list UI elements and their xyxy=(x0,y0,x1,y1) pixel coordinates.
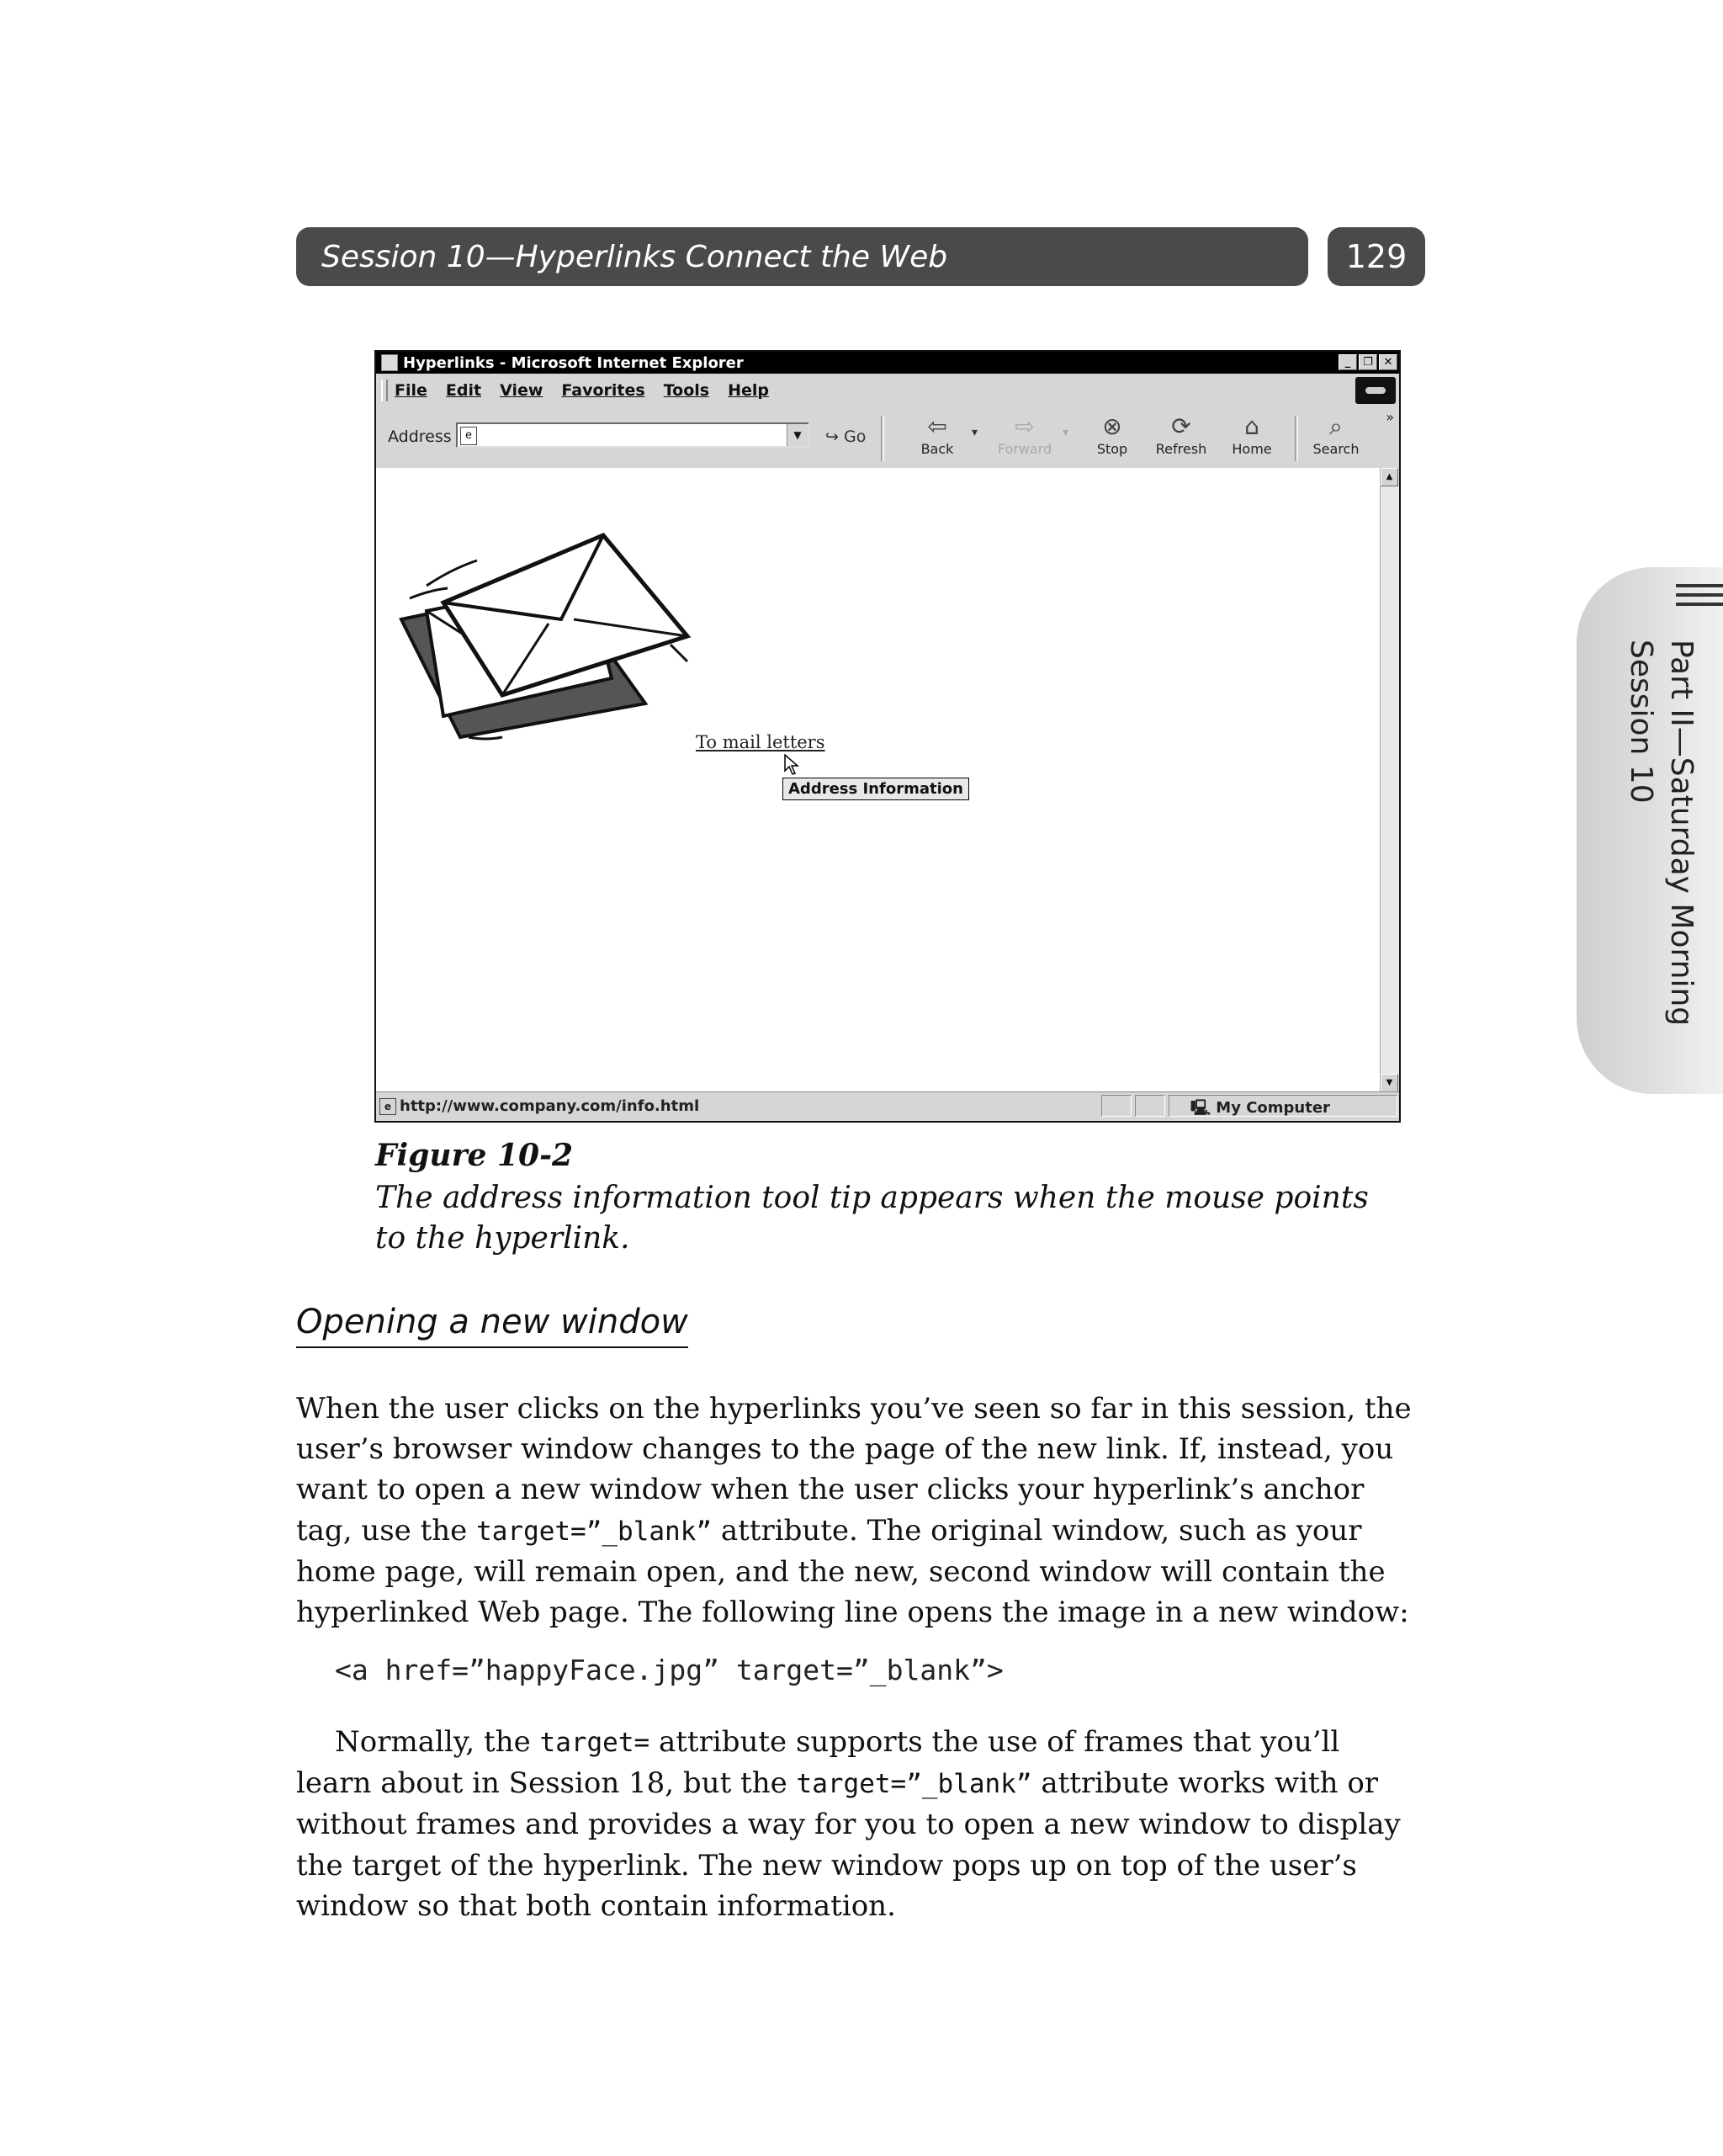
paragraph-2 xyxy=(296,1722,1423,1926)
menu-bar xyxy=(376,374,1399,408)
figure-caption: The address information tool tip appears when the mouse points to the hyperlink. xyxy=(375,1181,1369,1256)
para1-text-a: When the user clicks on the hyperlinks you’ve seen so far in this session, the user’s browser window changes to the page of the new link. If, instead, you want to open a new window when the user clicks your hyperlink’s anchor tag, use the xyxy=(296,1392,1412,1548)
stop-button[interactable] xyxy=(1083,412,1142,457)
mouse-pointer-icon xyxy=(784,754,799,776)
refresh-icon: ⟳ xyxy=(1171,412,1191,440)
scroll-up-icon[interactable]: ▲ xyxy=(1381,468,1398,486)
menu-tools[interactable]: Tools xyxy=(663,381,710,400)
toolbar-more-icon[interactable]: » xyxy=(1386,409,1394,425)
home-label: Home xyxy=(1232,441,1272,457)
address-dropdown-icon[interactable]: ▼ xyxy=(787,424,808,446)
title-bar xyxy=(376,352,1399,374)
stop-label: Stop xyxy=(1096,441,1128,457)
search-label: Search xyxy=(1312,441,1360,457)
running-header xyxy=(296,227,1308,286)
back-arrow-icon: ⇦ xyxy=(927,412,947,440)
address-tooltip: Address Information xyxy=(782,778,969,800)
para2-text-c: attribute works with or without frames and provides a way for you to open a new window to display the target of the hyperlink. The new window pops up on top of the user’s window so that both contain information. xyxy=(296,1766,1401,1923)
menu-help[interactable]: Help xyxy=(728,381,769,400)
scroll-down-icon[interactable]: ▼ xyxy=(1381,1074,1398,1092)
menu-favorites[interactable]: Favorites xyxy=(561,381,645,400)
page-number: 129 xyxy=(1345,238,1408,275)
toolbar xyxy=(376,407,1399,470)
forward-arrow-icon: ⇨ xyxy=(1015,412,1035,440)
window-title: Hyperlinks - Microsoft Internet Explorer xyxy=(403,353,744,372)
forward-label: Forward xyxy=(997,441,1052,457)
menu-view[interactable]: View xyxy=(500,381,543,400)
page-status-icon: e xyxy=(379,1098,396,1115)
go-label: Go xyxy=(843,427,867,446)
para2-text-b: attribute supports the use of frames that you’ll learn about in Session 18, but the xyxy=(296,1725,1340,1801)
browser-window xyxy=(374,350,1401,1123)
envelope-clipart xyxy=(393,527,696,746)
menu-grip xyxy=(381,380,388,401)
status-url: http://www.company.com/info.html xyxy=(400,1097,700,1115)
search-icon: ⌕ xyxy=(1329,412,1343,440)
ie-icon xyxy=(381,354,398,371)
page-viewport xyxy=(376,468,1399,1092)
maximize-button[interactable]: ❐ xyxy=(1359,354,1377,370)
minimize-button[interactable]: _ xyxy=(1339,354,1357,370)
back-button[interactable] xyxy=(908,412,967,457)
menu-edit[interactable]: Edit xyxy=(445,381,482,400)
page-number-box xyxy=(1328,227,1425,286)
home-button[interactable] xyxy=(1222,412,1281,457)
toolbar-separator xyxy=(881,416,884,461)
side-tab-part: Part II—Saturday Morning xyxy=(1664,640,1699,1027)
home-icon: ⌂ xyxy=(1244,412,1259,440)
search-button[interactable] xyxy=(1307,412,1365,457)
header-title: Session 10—Hyperlinks Connect the Web xyxy=(321,239,948,274)
paragraph-1 xyxy=(296,1389,1423,1633)
go-button[interactable]: ↪ Go xyxy=(825,427,867,446)
toolbar-separator xyxy=(1295,416,1298,461)
status-pane xyxy=(1101,1095,1132,1117)
side-tab-lines xyxy=(1676,584,1723,612)
computer-icon: 🖳 xyxy=(1190,1099,1211,1117)
para2-code-2: target=”_blank” xyxy=(796,1769,1032,1800)
mail-letters-link[interactable]: To mail letters xyxy=(696,732,825,752)
para1-text-b: attribute. The original window, such as your home page, will remain open, and the new, second window will contain the hyperlinked Web page. The following line opens the image in a new window: xyxy=(296,1513,1409,1630)
vertical-scrollbar[interactable] xyxy=(1380,468,1399,1092)
side-tab-text xyxy=(1620,640,1701,1026)
section-heading: Opening a new window xyxy=(296,1303,688,1348)
refresh-label: Refresh xyxy=(1155,441,1207,457)
address-input[interactable] xyxy=(456,422,809,448)
forward-dropdown-icon[interactable]: ▾ xyxy=(1063,426,1069,439)
status-zone xyxy=(1190,1097,1330,1123)
back-label: Back xyxy=(920,441,954,457)
refresh-button[interactable] xyxy=(1152,412,1211,457)
status-pane xyxy=(1135,1095,1165,1117)
para1-code: target=”_blank” xyxy=(476,1516,713,1547)
page-icon: e xyxy=(460,427,477,445)
back-dropdown-icon[interactable]: ▾ xyxy=(972,426,978,439)
menu-file[interactable]: File xyxy=(395,381,427,400)
stop-icon: ⊗ xyxy=(1102,412,1122,440)
windows-logo-icon xyxy=(1355,377,1396,404)
close-button[interactable]: ✕ xyxy=(1379,354,1397,370)
figure-label: Figure 10-2 xyxy=(375,1138,574,1173)
para2-text-a: Normally, the xyxy=(335,1725,540,1759)
forward-button[interactable] xyxy=(995,412,1054,457)
code-example: <a href=”happyFace.jpg” target=”_blank”> xyxy=(335,1654,1004,1686)
status-bar xyxy=(376,1091,1399,1121)
side-tab-session: Session 10 xyxy=(1624,640,1658,804)
para2-code-1: target= xyxy=(539,1728,650,1758)
status-zone-label: My Computer xyxy=(1216,1099,1330,1117)
address-label: Address xyxy=(388,427,452,446)
